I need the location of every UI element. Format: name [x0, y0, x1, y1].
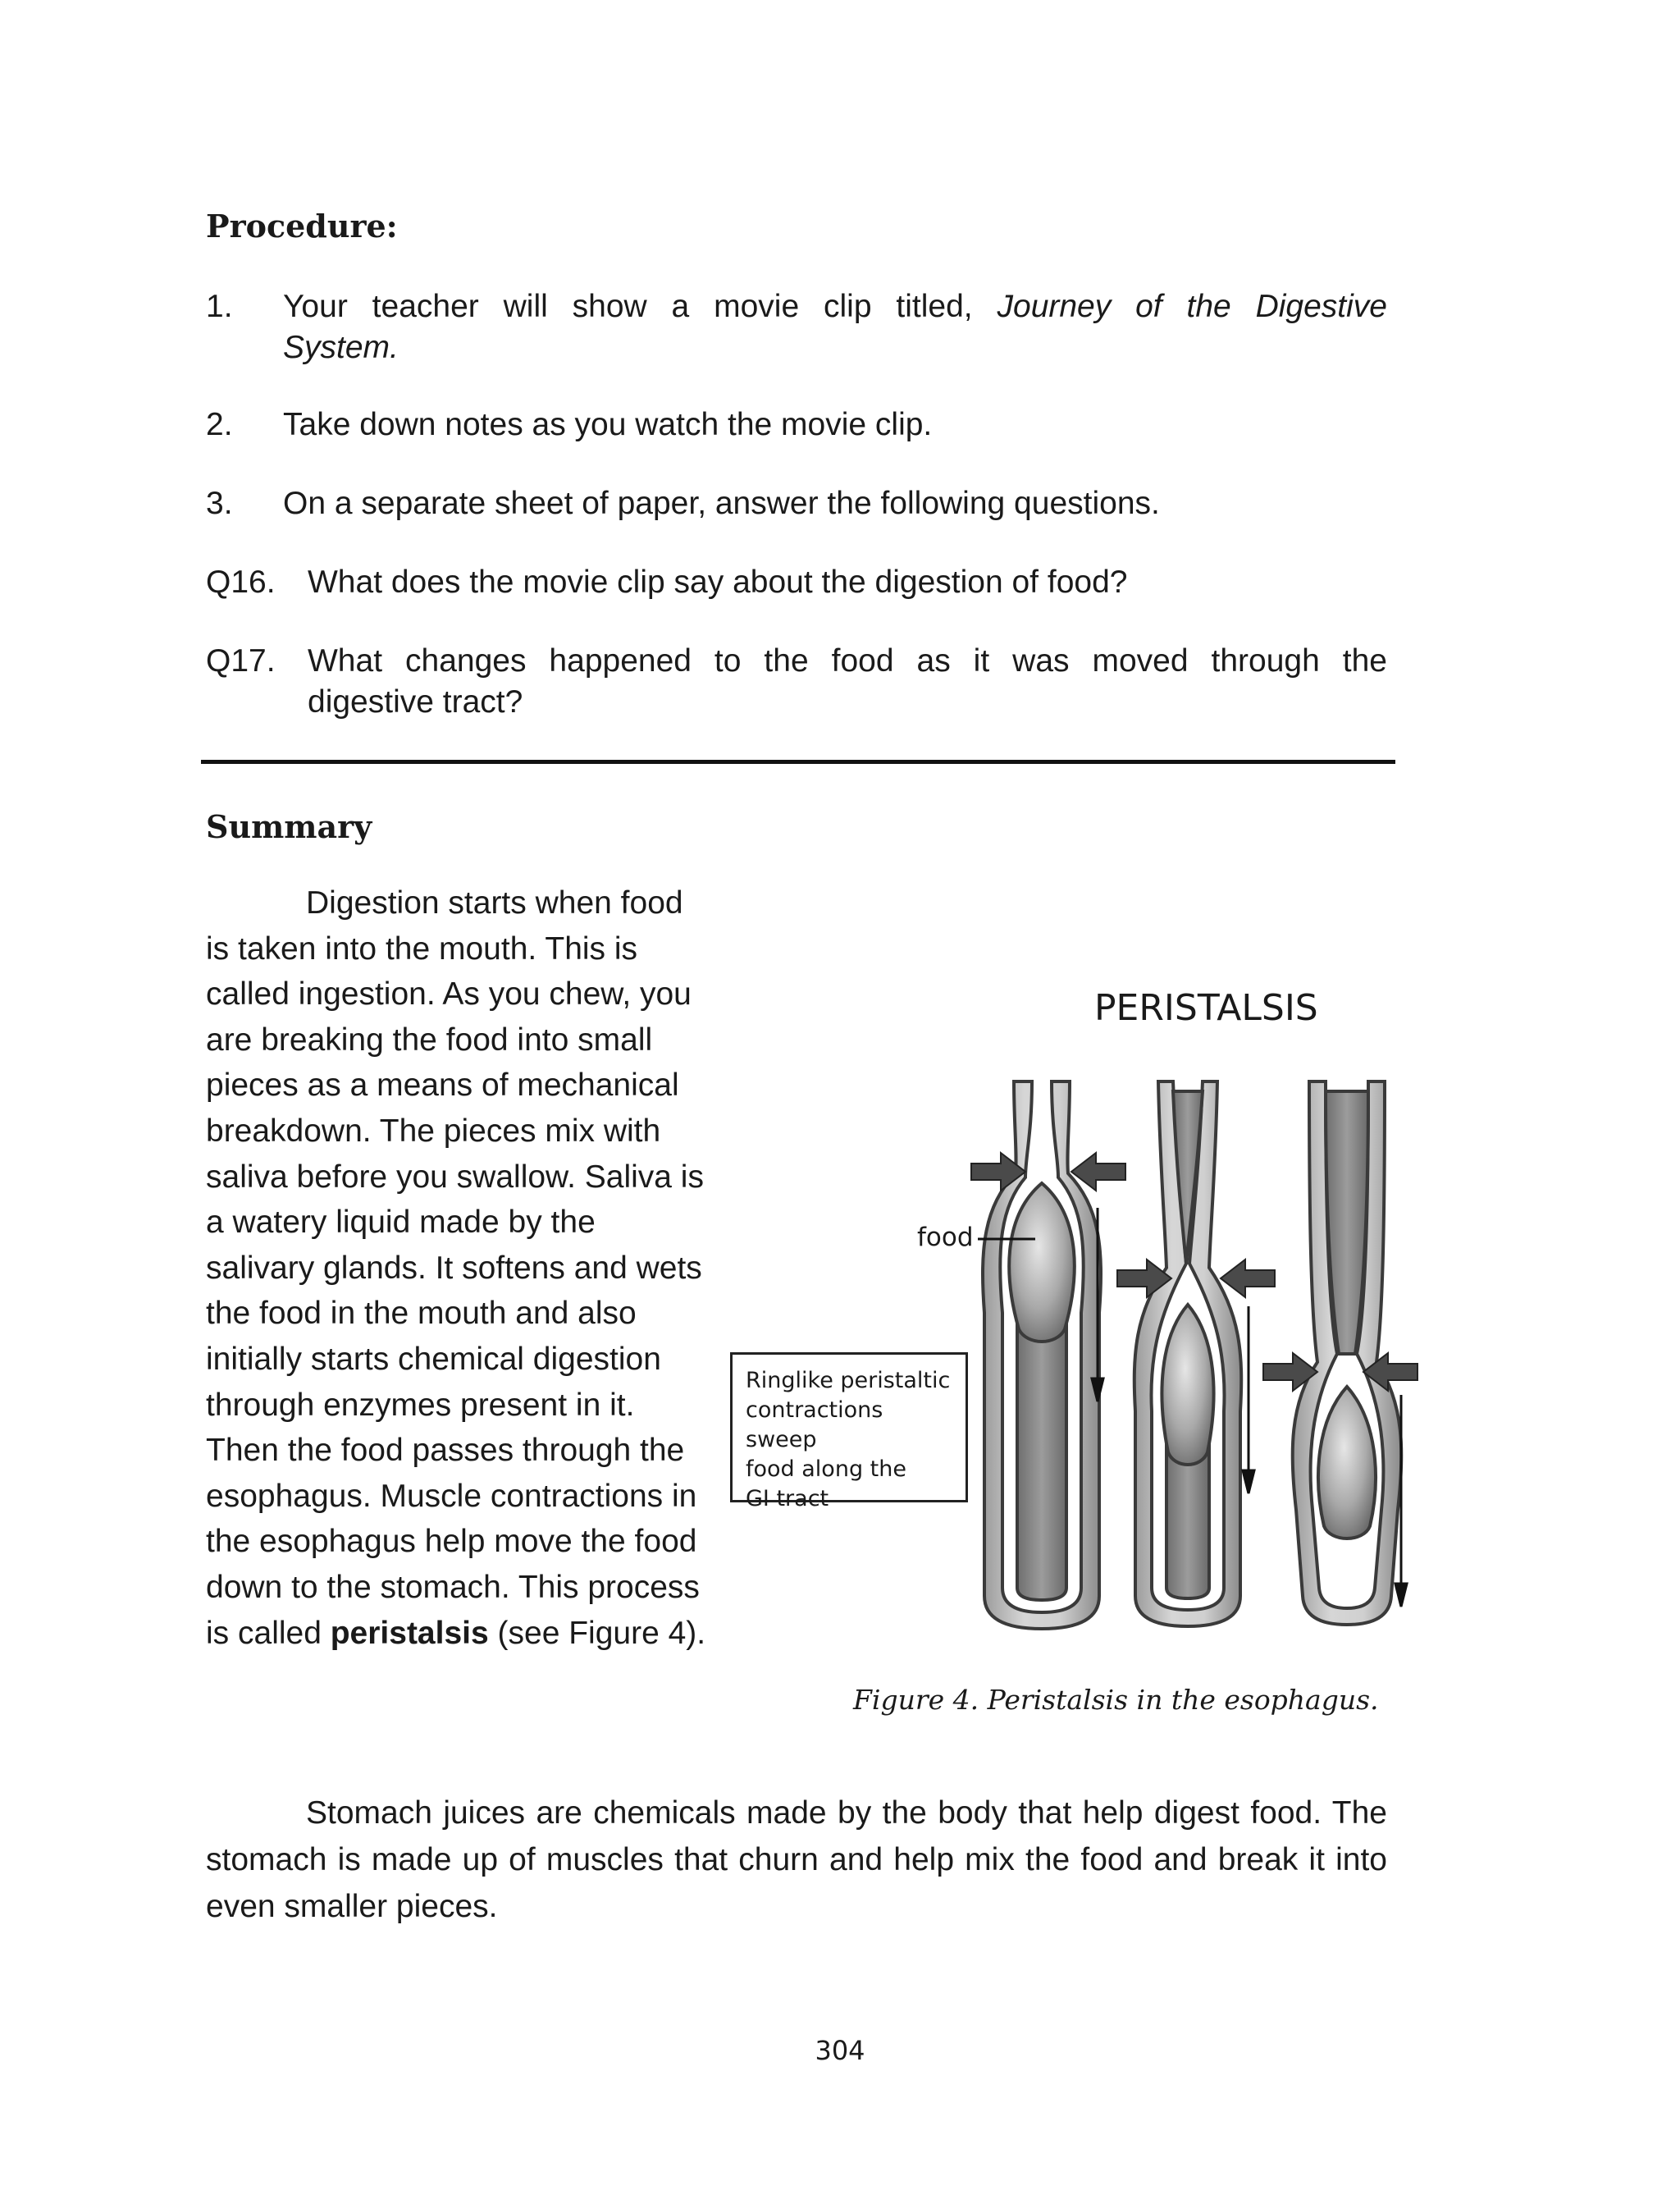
step-1-title-cont: System. [283, 330, 399, 365]
figure-title: PERISTALSIS [1094, 987, 1318, 1029]
summary-para1-text: Digestion starts when food is taken into the mouth. This is called ingestion. As you chew, you are breaking the food into small pieces as a means of mechanical breakdown. The pieces mix with saliva before you swallow. Saliva is a watery liquid made by the salivary glands. It softens and wets the food in the mouth and also initially starts chemical digestion through enzymes present in it. Then the food passes through the esophagus. Muscle contractions in the esophagus help move the food down to the stomach. This process is called [206, 885, 704, 1651]
step-2-number: 2. [206, 407, 233, 442]
esophagus-tube-2 [1134, 1081, 1241, 1626]
figure-caption: Figure 4. Peristalsis in the esophagus. [853, 1684, 1379, 1716]
question-16-text: What does the movie clip say about the digestion of food? [308, 565, 1128, 600]
step-2-text: Take down notes as you watch the movie clip. [283, 407, 933, 442]
box-line: contractions sweep [746, 1397, 883, 1452]
question-17-number: Q17. [206, 643, 276, 679]
food-label: food [917, 1223, 974, 1252]
esophagus-tube-3 [1293, 1081, 1402, 1625]
step-3-number: 3. [206, 486, 233, 521]
box-line: food along the [746, 1456, 906, 1482]
peristalsis-term: peristalsis [330, 1615, 489, 1651]
box-line: Ringlike peristaltic [746, 1368, 951, 1393]
step-1-title-italic: Journey of the Digestive [997, 289, 1387, 324]
question-16-number: Q16. [206, 565, 276, 600]
step-3-text: On a separate sheet of paper, answer the following questions. [283, 486, 1160, 521]
summary-para2-text: Stomach juices are chemicals made by the body that help digest food. The stomach is made up of muscles that churn and help mix the food and break it into even smaller pieces. [206, 1795, 1387, 1924]
question-17-line-1: What changes happened to the food as it was moved through the [308, 643, 1387, 679]
page-number: 304 [815, 2035, 865, 2066]
summary-heading: Summary [206, 808, 372, 845]
step-1-number: 1. [206, 289, 233, 324]
procedure-heading: Procedure: [206, 208, 398, 245]
summary-para1-end: (see Figure 4). [488, 1615, 706, 1651]
step-1-text-plain: Your teacher will show a movie clip titled, [283, 289, 998, 324]
question-17-line-2: digestive tract? [308, 684, 523, 720]
box-line: GI tract [746, 1486, 829, 1511]
arrow-left-2 [1221, 1260, 1275, 1297]
